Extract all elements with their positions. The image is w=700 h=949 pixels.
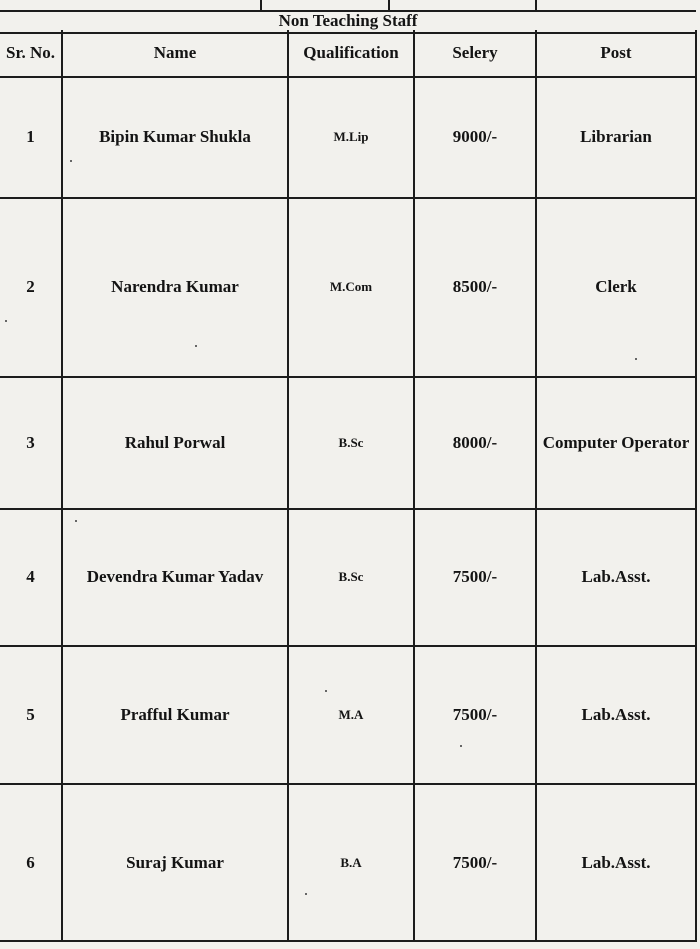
cell-name: Narendra Kumar (62, 198, 288, 377)
cell-salary: 8500/- (414, 198, 536, 377)
cell-salary: 8000/- (414, 377, 536, 510)
scan-speck (75, 520, 77, 522)
table-rule (388, 0, 390, 10)
column-header-sr-no: Sr. No. (0, 30, 62, 77)
scan-speck (460, 745, 462, 747)
cell-sr-no: 3 (0, 377, 62, 510)
cell-sr-no: 1 (0, 77, 62, 198)
cell-name: Prafful Kumar (62, 646, 288, 785)
cell-salary: 7500/- (414, 509, 536, 646)
scan-speck (325, 690, 327, 692)
column-header-qualification: Qualification (288, 30, 414, 77)
cell-post: Librarian (536, 77, 696, 198)
cell-qualification: B.Sc (288, 509, 414, 646)
header-row (0, 30, 696, 77)
scan-speck (635, 358, 637, 360)
scan-speck (305, 893, 307, 895)
cell-post: Lab.Asst. (536, 784, 696, 941)
cell-salary: 7500/- (414, 646, 536, 785)
scan-speck (5, 320, 7, 322)
cell-qualification: M.Com (288, 198, 414, 377)
cell-sr-no: 5 (0, 646, 62, 785)
table-row (0, 377, 696, 510)
scan-speck (195, 345, 197, 347)
cell-sr-no: 6 (0, 784, 62, 941)
table-row (0, 646, 696, 785)
cell-qualification: B.Sc (288, 377, 414, 510)
staff-table (0, 30, 697, 942)
cell-name: Devendra Kumar Yadav (62, 509, 288, 646)
cell-post: Computer Operator (536, 377, 696, 510)
table-rule (260, 0, 262, 10)
column-header-name: Name (62, 30, 288, 77)
cell-qualification: M.A (288, 646, 414, 785)
table-row (0, 509, 696, 646)
column-header-salary: Selery (414, 30, 536, 77)
cell-qualification: B.A (288, 784, 414, 941)
table-title: Non Teaching Staff (0, 10, 696, 34)
cell-post: Lab.Asst. (536, 509, 696, 646)
table-row (0, 784, 696, 941)
cell-name: Rahul Porwal (62, 377, 288, 510)
cell-post: Clerk (536, 198, 696, 377)
scan-speck (70, 160, 72, 162)
cell-sr-no: 4 (0, 509, 62, 646)
cell-name: Bipin Kumar Shukla (62, 77, 288, 198)
column-header-post: Post (536, 30, 696, 77)
cell-qualification: M.Lip (288, 77, 414, 198)
cell-name: Suraj Kumar (62, 784, 288, 941)
table-row (0, 198, 696, 377)
cell-sr-no: 2 (0, 198, 62, 377)
table-rule (535, 0, 537, 10)
cell-salary: 9000/- (414, 77, 536, 198)
cell-post: Lab.Asst. (536, 646, 696, 785)
cell-salary: 7500/- (414, 784, 536, 941)
table-row (0, 77, 696, 198)
